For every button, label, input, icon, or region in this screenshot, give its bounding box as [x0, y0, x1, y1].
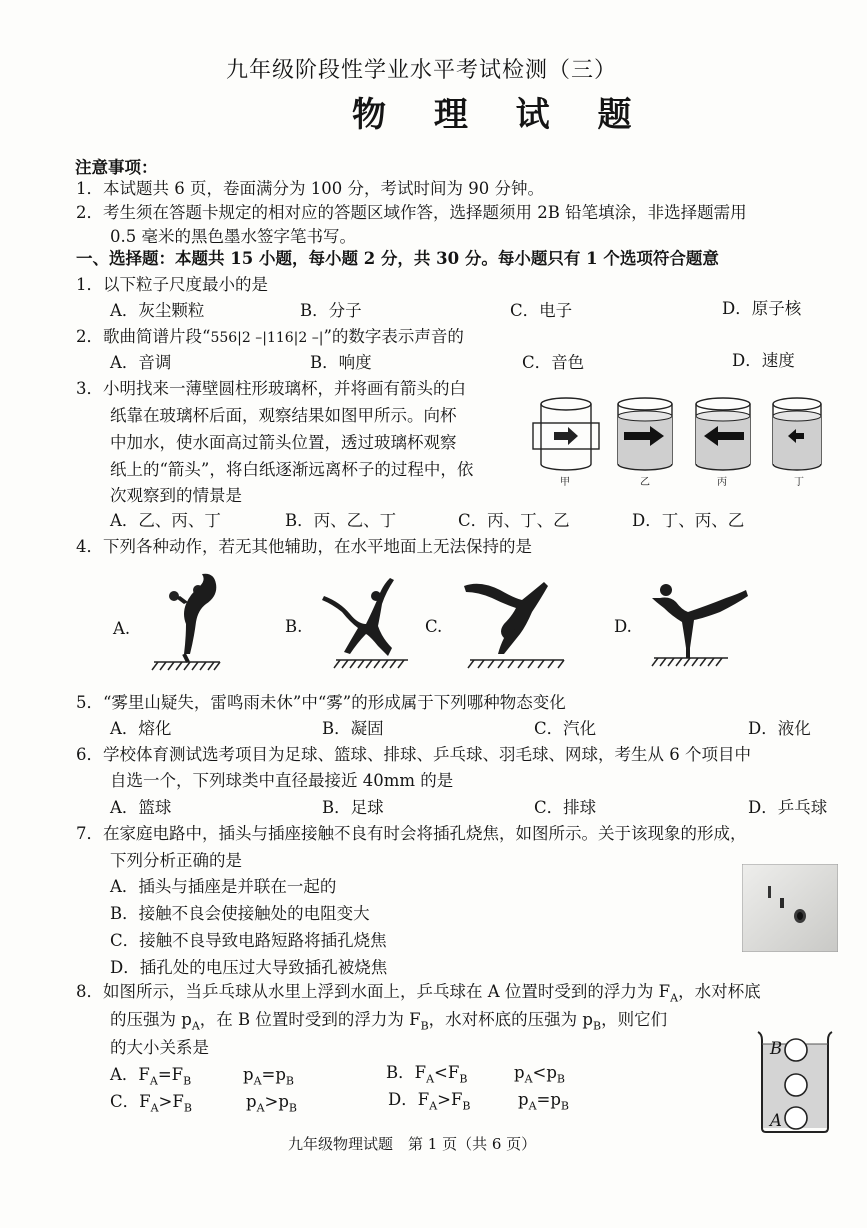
q5-stem: 5．“雾里山疑失，雷鸣雨未休”中“雾”的形成属于下列哪种物态变化	[76, 693, 566, 712]
q8-c-3s: A	[256, 1101, 265, 1115]
glass-jia	[533, 398, 599, 470]
q8-a-1: A．F	[110, 1065, 150, 1084]
q8-c-1s: A	[150, 1101, 159, 1115]
q8-a-2s: B	[183, 1074, 192, 1088]
q8-line-2-b: ，在 B 位置时受到的浮力为 F	[199, 1010, 421, 1029]
q2-score: 556|2 –|116|2 –|	[210, 330, 324, 346]
q5-option-a: A．熔化	[110, 719, 172, 738]
glass-bing	[696, 398, 750, 470]
q4-option-c: C.	[425, 617, 443, 636]
q3-line-3: 中加水，使水面高过箭头位置，透过玻璃杯观察	[110, 433, 457, 452]
q5-option-b: B．凝固	[322, 719, 384, 738]
q3-option-b: B．丙、乙、丁	[285, 511, 397, 530]
q8-b-1s: A	[426, 1072, 435, 1086]
q8-line-2-sub-a: A	[191, 1019, 200, 1033]
q4-option-b: B.	[285, 617, 303, 636]
q6-option-a: A．篮球	[110, 798, 172, 817]
q8-fig-label-b: B	[770, 1039, 783, 1058]
page-footer: 九年级物理试题 第 1 页（共 6 页）	[288, 1135, 537, 1153]
q3-line-5: 次观察到的情景是	[110, 486, 242, 505]
q8-beaker-figure	[752, 1024, 842, 1134]
glass-yi	[618, 398, 672, 470]
q8-line-2	[110, 1009, 667, 1037]
q8-d-2s: B	[462, 1099, 471, 1113]
q4-figure-a	[140, 568, 230, 672]
q8-d-4s: B	[560, 1099, 569, 1113]
q5-option-d: D．液化	[748, 719, 811, 738]
q7-option-c: C．接触不良导致电路短路将插孔烧焦	[110, 931, 387, 950]
fig-label-jia: 甲	[560, 477, 570, 488]
q8-option-a-pressure	[243, 1064, 294, 1092]
q1-option-d: D．原子核	[722, 299, 802, 318]
q8-option-c-pressure	[246, 1091, 297, 1119]
ball-middle-icon	[785, 1074, 807, 1096]
q3-option-c: C．丙、丁、乙	[458, 511, 570, 530]
q8-c-4s: B	[288, 1101, 297, 1115]
notes-heading: 注意事项：	[75, 158, 158, 177]
q8-a-4s: B	[285, 1074, 294, 1088]
notes-item-2-cont: 0.5 毫米的黑色墨水签字笔书写。	[110, 227, 356, 246]
q8-line-2-sub-c: B	[592, 1019, 602, 1033]
q8-a-4: =p	[261, 1065, 286, 1084]
q8-fig-label-a: A	[770, 1111, 782, 1130]
arrow-right-icon	[554, 427, 578, 445]
q8-a-2: =F	[157, 1065, 184, 1084]
q8-b-4: <p	[532, 1063, 557, 1082]
q8-c-4: >p	[264, 1092, 289, 1111]
q2-stem-pre: 2．歌曲简谱片段“	[76, 327, 211, 346]
q2-option-d: D．速度	[732, 351, 795, 370]
q8-line-2-sub-b: B	[420, 1019, 429, 1033]
q1-option-a: A．灰尘颗粒	[110, 301, 205, 320]
q8-d-3: p	[518, 1090, 529, 1109]
section-heading: 一、选择题：本题共 15 小题，每小题 2 分，共 30 分。每小题只有 1 个选项符合题意	[76, 249, 719, 268]
q8-b-3: p	[514, 1063, 525, 1082]
exam-title: 九年级阶段性学业水平考试检测（三）	[226, 58, 618, 83]
q3-line-4: 纸上的“箭头”，将白纸逐渐远离杯子的过程中，依	[110, 460, 474, 479]
q8-line-1-end: ，水对杯底	[678, 982, 761, 1001]
q1-option-c: C．电子	[510, 301, 573, 320]
q2-option-a: A．音调	[110, 353, 172, 372]
q1-stem: 1．以下粒子尺度最小的是	[76, 275, 268, 294]
q3-line-1: 3．小明找来一薄壁圆柱形玻璃杯，并将画有箭头的白	[76, 379, 466, 398]
fig-label-bing: 丙	[717, 477, 727, 488]
subject-title: 物 理 试 题	[352, 95, 650, 135]
q8-b-4s: B	[556, 1072, 565, 1086]
q8-line-1-sub: A	[670, 991, 679, 1005]
fig-label-ding: 丁	[794, 477, 804, 488]
q8-line-1	[76, 981, 761, 1009]
q4-figure-d	[646, 576, 756, 672]
q4-stem: 4．下列各种动作，若无其他辅助，在水平地面上无法保持的是	[76, 537, 532, 556]
q8-line-2-d: ，则它们	[601, 1010, 668, 1029]
q8-c-3: p	[246, 1092, 257, 1111]
q8-option-b	[386, 1062, 467, 1090]
q3-glasses-figure	[528, 396, 828, 488]
q4-option-a: A.	[113, 619, 131, 638]
q8-line-2-a: 的压强为 p	[110, 1010, 192, 1029]
q2-option-b: B．响度	[310, 353, 372, 372]
q3-line-2: 纸靠在玻璃杯后面，观察结果如图甲所示。向杯	[110, 406, 457, 425]
q8-b-3s: A	[524, 1072, 533, 1086]
q8-line-2-c: ，水对杯底的压强为 p	[428, 1010, 593, 1029]
q4-option-d: D.	[614, 617, 632, 636]
glass-ding	[773, 398, 821, 470]
q8-d-1s: A	[429, 1099, 438, 1113]
q8-d-2: >F	[437, 1090, 463, 1109]
q1-option-b: B．分子	[300, 301, 362, 320]
notes-item-1: 1．本试题共 6 页，卷面满分为 100 分，考试时间为 90 分钟。	[76, 179, 544, 198]
q8-option-d	[388, 1089, 471, 1117]
q8-line-3: 的大小关系是	[110, 1038, 209, 1057]
q8-a-1s: A	[149, 1074, 158, 1088]
q8-c-1: C．F	[110, 1092, 151, 1111]
q2-stem-post: ”的数字表示声音的	[323, 327, 464, 346]
notes-item-2: 2．考生须在答题卡规定的相对应的答题区域作答，选择题须用 2B 铅笔填涂，非选择题需用	[76, 203, 747, 222]
q8-b-2s: B	[459, 1072, 468, 1086]
q8-b-1: B．F	[386, 1063, 427, 1082]
q8-a-3: p	[243, 1065, 254, 1084]
q4-figure-c	[460, 572, 570, 672]
q8-c-2: >F	[158, 1092, 184, 1111]
q4-figure-b	[316, 572, 416, 672]
q3-option-d: D．丁、丙、乙	[632, 511, 745, 530]
q2-option-c: C．音色	[522, 353, 585, 372]
q7-option-d: D．插孔处的电压过大导致插孔被烧焦	[110, 958, 388, 977]
ball-a-icon	[785, 1107, 807, 1129]
q2-stem	[76, 326, 464, 349]
q6-option-b: B．足球	[322, 798, 384, 817]
q7-line-1: 7．在家庭电路中，插头与插座接触不良有时会将插孔烧焦，如图所示。关于该现象的形成，	[76, 824, 747, 843]
q8-line-1-text: 8．如图所示，当乒乓球从水里上浮到水面上，乒乓球在 A 位置时受到的浮力为 F	[76, 982, 671, 1001]
q8-option-b-pressure	[514, 1062, 565, 1090]
q6-option-c: C．排球	[534, 798, 597, 817]
q8-b-2: <F	[434, 1063, 460, 1082]
q8-option-c	[110, 1091, 192, 1119]
q3-option-a: A．乙、丙、丁	[110, 511, 221, 530]
q8-a-3s: A	[253, 1074, 262, 1088]
q8-c-2s: B	[183, 1101, 192, 1115]
q8-d-3s: A	[528, 1099, 537, 1113]
q8-option-a	[110, 1064, 191, 1092]
q6-option-d: D．乒乓球	[748, 798, 828, 817]
fig-label-yi: 乙	[640, 477, 650, 488]
q8-option-d-pressure	[518, 1089, 569, 1117]
ball-b-icon	[785, 1039, 807, 1061]
q7-socket-photo	[742, 864, 838, 952]
q7-option-b: B．接触不良会使接触处的电阻变大	[110, 904, 370, 923]
q6-line-2: 自选一个，下列球类中直径最接近 40mm 的是	[110, 771, 454, 790]
q8-d-4: =p	[536, 1090, 561, 1109]
q5-option-c: C．汽化	[534, 719, 597, 738]
q8-d-1: D．F	[388, 1090, 430, 1109]
q7-line-2: 下列分析正确的是	[110, 851, 242, 870]
q7-option-a: A．插头与插座是并联在一起的	[110, 877, 337, 896]
q6-line-1: 6．学校体育测试选考项目为足球、篮球、排球、乒乓球、羽毛球、网球，考生从 6 个项目中	[76, 745, 751, 764]
